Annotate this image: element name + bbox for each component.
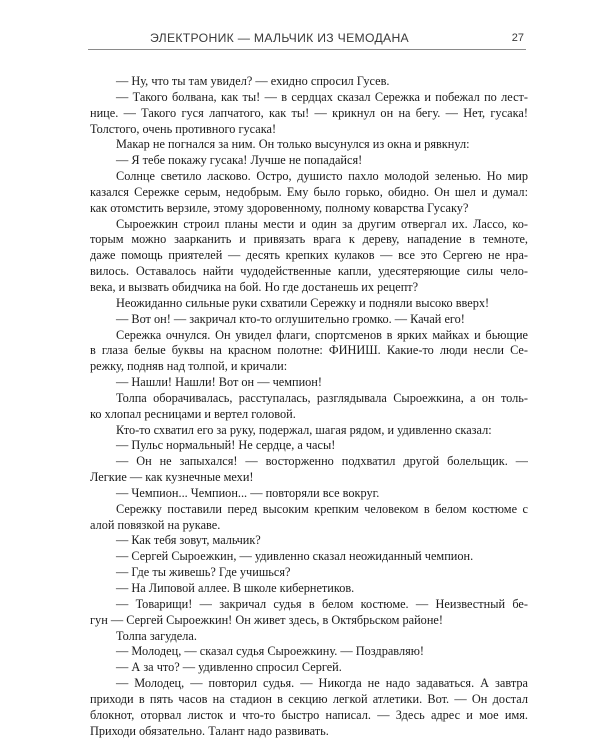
text-line: как отомстить верзиле, этому здоровенному, полному коварства Гусаку? [90,200,469,215]
text-line: — Такого болвана, как ты! — в сердцах сказал Сережка и побежал по лест- [116,89,528,104]
text-line: Солнце светило ласково. Остро, душисто пахло молодой зеленью. Но мир [116,169,528,184]
text-line: торым можно заарканить и привязать врага к дереву, нападение в темноте, [90,232,528,247]
text-line: — Он не запыхался! — восторженно подхватил другой болельщик. — [116,454,528,469]
text-line: — Как тебя зовут, мальчик? [116,533,261,548]
text-line: казался Сережке серым, недобрым. Ему было горько, обидно. Он шел и думал: [90,184,528,199]
text-line: — Молодец, — сказал судья Сыроежкину. — Поздравляю! [116,644,425,659]
text-line: приходи в пять часов на стадион в секцию легкой атлетики. Вот. — Он достал [90,691,528,706]
text-line: даже помощь приятелей — десять крепких кулаков — все это Сергею не нра- [90,248,528,263]
text-line: Сережку поставили перед высоким крепким человеком в белом костюме с [116,501,528,516]
text-line: Толпа загудела. [116,628,197,643]
text-line: режку, подняв над толпой, и кричали: [90,359,288,374]
text-line: Сережка очнулся. Он увидел флаги, спортсменов в ярких майках и бьющие [116,327,528,342]
text-line: Неожиданно сильные руки схватили Сережку и подняли высоко вверх! [116,295,490,310]
text-line: Кто-то схватил его за руку, подержал, шагая рядом, и удивленно сказал: [116,422,492,437]
text-line: Приходи обязательно. Талант надо развивать. [90,723,329,738]
text-line: — Я тебе покажу гусака! Лучше не попадайся! [116,153,363,168]
text-line: — Пульс нормальный! Не сердце, а часы! [116,438,336,453]
text-line: — Товарищи! — закричал судья в белом костюме. — Неизвестный бе- [116,596,528,611]
text-line: Макар не погнался за ним. Он только высунулся из окна и рявкнул: [116,137,470,152]
text-line: — Ну, что ты там увидел? — ехидно спросил Гусев. [116,74,390,88]
text-line: гун — Сергей Сыроежкин! Он живет здесь, в Октябрьском районе! [90,612,443,627]
text-line: ко хлопал ресницами и вертел головой. [90,406,296,421]
text-line: Толпа оборачивалась, расступалась, разглядывала Сыроежкина, а он толь- [116,390,528,405]
text-line: вилось. Оставалось найти чудодейственные капли, удесятеряющие силы чело- [90,264,528,279]
book-title: ЭЛЕКТРОНИК — МАЛЬЧИК ИЗ ЧЕМОДАНА [150,31,409,45]
text-line: — А за что? — удивленно спросил Сергей. [116,660,342,675]
text-line: — Где ты живешь? Где учишься? [116,565,291,580]
text-line: — Чемпион... Чемпион... — повторяли все вокруг. [116,485,380,500]
body-text [90,74,528,739]
page-number: 27 [511,32,524,44]
text-line: нице. — Такого гуся лапчатого, как ты! — крикнул он на бегу. — Нет, гусака! [90,105,528,120]
text-line: Легкие — как кузнечные мехи! [90,470,254,485]
text-line: блокнот, оторвал листок и что-то быстро написал. — Здесь адрес и мое имя. [90,707,528,722]
text-line: — Нашли! Нашли! Вот он — чемпион! [116,375,322,390]
text-line: Толстого, очень противного гусака! [90,121,277,136]
running-header [88,29,526,50]
text-line: — Сергей Сыроежкин, — удивленно сказал неожиданный чемпион. [116,549,474,564]
text-line: в глаза белые буквы на красном полотне: ФИНИШ. Какие-то люди несли Се- [90,343,528,358]
text-line: — Вот он! — закричал кто-то оглушительно громко. — Качай его! [116,311,465,326]
text-line: — На Липовой аллее. В школе кибернетиков. [116,581,355,595]
text-line: алой повязкой на рукаве. [90,517,221,532]
text-line: — Молодец, — повторил судья. — Никогда не надо задаваться. А завтра [116,676,528,691]
text-line: Сыроежкин строил планы мести и один за другим отвергал их. Лассо, ко- [116,216,528,231]
text-line: века, и вызвать обидчика на бой. Но где достанешь их рецепт? [90,279,419,294]
